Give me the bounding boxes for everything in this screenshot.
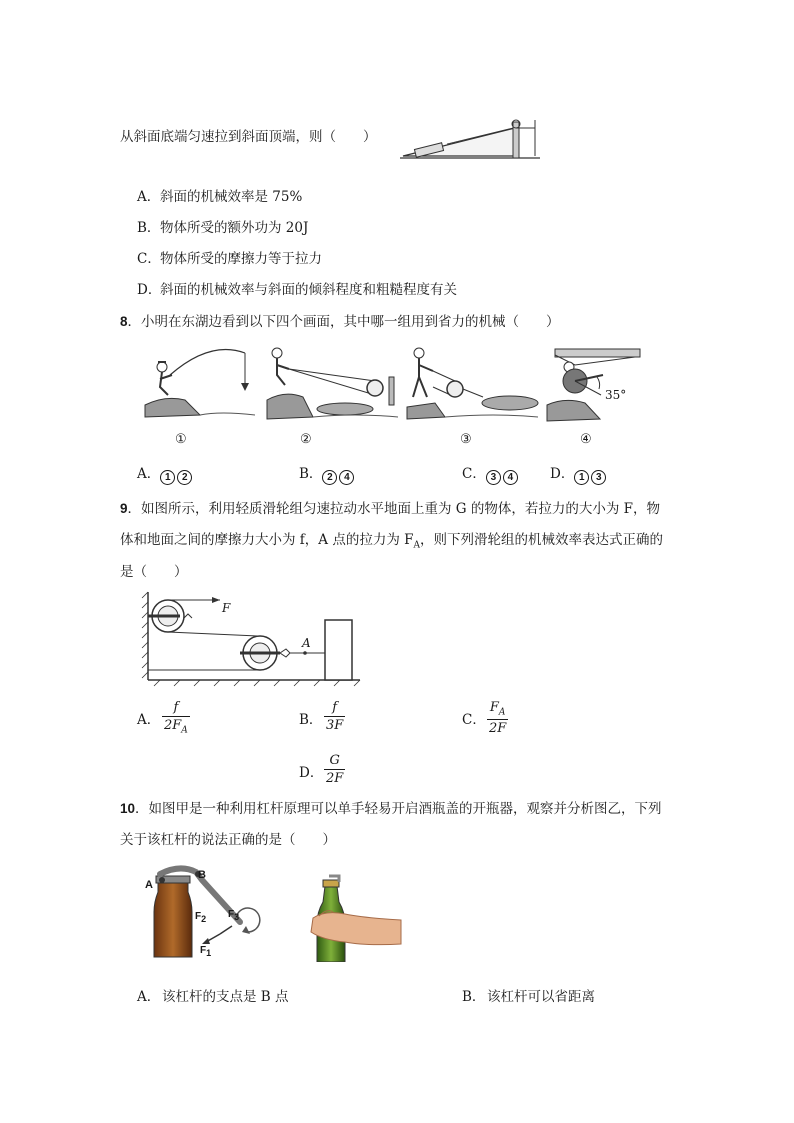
option-text: 该杠杆可以省距离 bbox=[487, 989, 595, 1005]
fraction: $F_A$ 2F bbox=[489, 700, 507, 736]
q9-stem-line-2: 体和地面之间的摩擦力大小为 f，A 点的拉力为 $F_A$，则下列滑轮组的机械效率表达式正确的 bbox=[120, 532, 663, 551]
fraction: f 3F bbox=[326, 700, 344, 733]
q8-caption-3: ③ bbox=[460, 432, 472, 447]
option-text: 物体所受的额外功为 20J bbox=[160, 220, 309, 236]
q8-option-b[interactable] bbox=[299, 468, 356, 485]
q8-caption-2: ② bbox=[300, 432, 312, 447]
option-label: D． bbox=[137, 282, 162, 298]
option-label: C． bbox=[462, 712, 486, 728]
q8-picture-2-pulley bbox=[265, 345, 400, 425]
fraction: G 2F bbox=[326, 753, 344, 786]
q9-point-label: A bbox=[302, 636, 311, 650]
q10-label-f1: $F_1$ bbox=[200, 945, 212, 958]
question-number: 10 bbox=[120, 801, 136, 816]
circled-number: 3 bbox=[591, 470, 606, 485]
q9-stem-line-1 bbox=[120, 502, 660, 517]
q8-caption-4: ④ bbox=[580, 432, 592, 447]
q8-picture-3-pulley bbox=[405, 345, 540, 425]
q10-stem-line-2: 关于该杠杆的说法正确的是（ ） bbox=[120, 832, 336, 848]
q7-incline-figure bbox=[395, 116, 545, 166]
circled-number: 2 bbox=[322, 470, 337, 485]
option-text: 斜面的机械效率与斜面的倾斜程度和粗糙程度有关 bbox=[160, 282, 457, 298]
q10-label-f3: $F_3$ bbox=[228, 909, 240, 922]
q10-label-f2: $F_2$ bbox=[195, 911, 207, 924]
q10-label-b: B bbox=[198, 869, 206, 881]
q8-angle-label: 35° bbox=[605, 388, 627, 402]
option-label: B． bbox=[299, 466, 323, 482]
circled-number: 4 bbox=[503, 470, 518, 485]
question-number: 8 bbox=[120, 314, 128, 329]
q7-stem-tail: 从斜面底端匀速拉到斜面顶端，则（ ） bbox=[120, 129, 377, 145]
q10-label-a: A bbox=[145, 879, 153, 891]
option-label: A． bbox=[137, 466, 161, 482]
question-text: ．如图所示，利用轻质滑轮组匀速拉动水平地面上重为 G 的物体，若拉力的大小为 F，物 bbox=[127, 501, 661, 517]
q9-stem-line-3: 是（ ） bbox=[120, 564, 188, 580]
q8-stem bbox=[120, 315, 560, 330]
option-label: D． bbox=[550, 466, 575, 482]
option-label: A． bbox=[137, 189, 161, 205]
q10-hand-bottle-photo bbox=[305, 872, 405, 962]
q8-option-d[interactable] bbox=[550, 468, 608, 485]
q8-option-c[interactable] bbox=[462, 468, 520, 485]
option-label: D． bbox=[299, 765, 324, 781]
option-label: B． bbox=[299, 712, 323, 728]
circled-number: 1 bbox=[574, 470, 589, 485]
q8-picture-4-winch bbox=[545, 345, 645, 425]
option-label: B． bbox=[462, 989, 486, 1005]
circled-number: 4 bbox=[339, 470, 354, 485]
q9-pulley-figure bbox=[140, 588, 370, 688]
circled-number: 1 bbox=[160, 470, 175, 485]
q8-picture-1-fishing bbox=[140, 345, 260, 425]
option-label: A． bbox=[137, 712, 161, 728]
question-text: ．小明在东湖边看到以下四个画面，其中哪一组用到省力的机械（ ） bbox=[127, 314, 560, 330]
option-label: B． bbox=[137, 220, 161, 236]
option-label: C． bbox=[462, 466, 486, 482]
circled-number: 2 bbox=[177, 470, 192, 485]
q8-option-a[interactable] bbox=[137, 468, 194, 485]
option-text: 物体所受的摩擦力等于拉力 bbox=[160, 251, 322, 267]
option-label: A． bbox=[137, 989, 161, 1005]
option-text: 斜面的机械效率是 75% bbox=[160, 189, 303, 205]
option-label: C． bbox=[137, 251, 161, 267]
option-text: 该杠杆的支点是 B 点 bbox=[162, 989, 289, 1005]
question-number: 9 bbox=[120, 501, 128, 516]
fraction: f $2F_A$ bbox=[164, 700, 188, 736]
q8-caption-1: ① bbox=[175, 432, 187, 447]
q10-stem-line-1 bbox=[120, 802, 662, 817]
q9-force-label: F bbox=[222, 601, 231, 615]
circled-number: 3 bbox=[486, 470, 501, 485]
question-text: ．如图甲是一种利用杠杆原理可以单手轻易开启酒瓶盖的开瓶器，观察并分析图乙，下列 bbox=[135, 801, 662, 817]
